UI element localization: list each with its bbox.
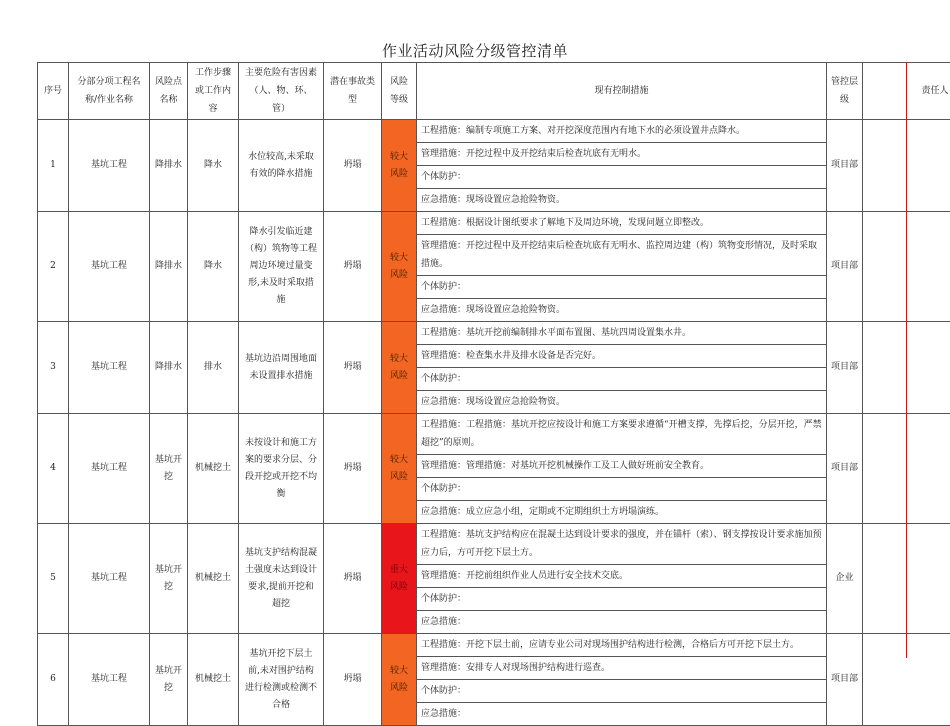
cell-seq: 2: [38, 212, 69, 322]
cell-work-step: 降水: [188, 120, 239, 212]
cell-control-measure: 个体防护：: [417, 680, 827, 703]
cell-control-measure: 管理措施：开挖前组织作业人员进行安全技术交底。: [417, 565, 827, 588]
cell-control-measure: 工程措施：编制专项施工方案、对开挖深度范围内有地下水的必须设置井点降水。: [417, 120, 827, 143]
cell-risk-point: 降排水: [150, 120, 188, 212]
cell-risk-point: 降排水: [150, 322, 188, 414]
cell-accident-type: 坍塌: [324, 414, 382, 524]
cell-project: 基坑工程: [69, 120, 150, 212]
cell-hazard-factors: 基坑边沿周围地面未设置排水措施: [239, 322, 324, 414]
cell-risk-level: 重大风险: [382, 524, 417, 634]
cell-control-measure: 个体防护：: [417, 276, 827, 299]
cell-work-step: 机械挖土: [188, 524, 239, 634]
header-point: 风险点名称: [150, 63, 188, 120]
cell-control-measure: 个体防护：: [417, 478, 827, 501]
header-project: 分部分项工程名称/作业名称: [69, 63, 150, 120]
cell-control-measure: 管理措施：检查集水井及排水设备是否完好。: [417, 345, 827, 368]
cell-control-measure: 管理措施：开挖过程中及开挖结束后检查坑底有无明水。: [417, 143, 827, 166]
cell-seq: 5: [38, 524, 69, 634]
cell-work-step: 机械挖土: [188, 414, 239, 524]
cell-control-level: 项目部: [827, 634, 863, 726]
cell-risk-point: 基坑开挖: [150, 414, 188, 524]
header-owner: 责任人: [863, 63, 950, 120]
table-row: [38, 120, 950, 143]
cell-accident-type: 坍塌: [324, 120, 382, 212]
cell-control-measure: 管理措施：管理措施：对基坑开挖机械操作工及工人做好班前安全教育。: [417, 455, 827, 478]
cell-control-level: 项目部: [827, 212, 863, 322]
cell-control-measure: 工程措施：基坑开挖前编制排水平面布置图、基坑四周设置集水井。: [417, 322, 827, 345]
cell-project: 基坑工程: [69, 414, 150, 524]
risk-control-table: [37, 62, 950, 726]
cell-control-level: 项目部: [827, 120, 863, 212]
table-row: [38, 414, 950, 455]
header-control: 管控层级: [827, 63, 863, 120]
header-row: [38, 63, 950, 120]
table-row: [38, 212, 950, 235]
cell-hazard-factors: 未按设计和施工方案的要求分层、分段开挖或开挖不均衡: [239, 414, 324, 524]
page-title: 作业活动风险分级管控清单: [0, 40, 950, 61]
cell-work-step: 排水: [188, 322, 239, 414]
cell-accident-type: 坍塌: [324, 524, 382, 634]
cell-accident-type: 坍塌: [324, 634, 382, 726]
cell-control-measure: 应急措施：成立应急小组，定期或不定期组织土方坍塌演练。: [417, 501, 827, 524]
cell-hazard-factors: 降水引发临近建（构）筑物等工程周边环境过量变形,未及时采取措施: [239, 212, 324, 322]
cell-project: 基坑工程: [69, 634, 150, 726]
table-row: [38, 322, 950, 345]
cell-work-step: 降水: [188, 212, 239, 322]
cell-seq: 6: [38, 634, 69, 726]
cell-risk-point: 基坑开挖: [150, 634, 188, 726]
table-right-border: [906, 62, 907, 658]
cell-project: 基坑工程: [69, 212, 150, 322]
cell-risk-point: 基坑开挖: [150, 524, 188, 634]
cell-accident-type: 坍塌: [324, 322, 382, 414]
cell-control-measure: 应急措施：现场设置应急抢险物资。: [417, 299, 827, 322]
cell-seq: 1: [38, 120, 69, 212]
cell-work-step: 机械挖土: [188, 634, 239, 726]
cell-control-measure: 管理措施：安排专人对现场围护结构进行巡查。: [417, 657, 827, 680]
cell-risk-level: 较大风险: [382, 322, 417, 414]
cell-control-level: 项目部: [827, 414, 863, 524]
header-level: 风险等级: [382, 63, 417, 120]
cell-control-measure: 个体防护：: [417, 166, 827, 189]
cell-seq: 3: [38, 322, 69, 414]
cell-hazard-factors: 基坑开挖下层土前,未对围护结构进行检测或检测不合格: [239, 634, 324, 726]
cell-control-measure: 工程措施：工程措施：基坑开挖应按设计和施工方案要求遵循“开槽支撑，先撑后挖，分层开挖，严禁超挖”的原则。: [417, 414, 827, 455]
header-accident: 潜在事故类型: [324, 63, 382, 120]
cell-control-measure: 应急措施：现场设置应急抢险物资。: [417, 189, 827, 212]
table-row: [38, 524, 950, 565]
cell-control-measure: 个体防护：: [417, 588, 827, 611]
cell-hazard-factors: 水位较高,未采取有效的降水措施: [239, 120, 324, 212]
table-row: [38, 634, 950, 657]
cell-project: 基坑工程: [69, 322, 150, 414]
cell-control-measure: 应急措施：: [417, 611, 827, 634]
cell-control-level: 项目部: [827, 322, 863, 414]
cell-hazard-factors: 基坑支护结构混凝土强度未达到设计要求,提前开挖和超挖: [239, 524, 324, 634]
cell-control-measure: 工程措施：基坑支护结构应在混凝土达到设计要求的强度，并在锚杆（索）、钢支撑按设计要求施加预应力后，方可开挖下层土方。: [417, 524, 827, 565]
cell-control-measure: 应急措施：现场设置应急抢险物资。: [417, 391, 827, 414]
header-factors: 主要危险有害因素（人、物、环、管）: [239, 63, 324, 120]
cell-risk-level: 较大风险: [382, 414, 417, 524]
header-measures: 现有控制措施: [417, 63, 827, 120]
cell-risk-level: 较大风险: [382, 212, 417, 322]
cell-risk-level: 较大风险: [382, 120, 417, 212]
cell-control-measure: 管理措施：开挖过程中及开挖结束后检查坑底有无明水、监控周边建（构）筑物变形情况，及时采取措施。: [417, 235, 827, 276]
cell-risk-level: 较大风险: [382, 634, 417, 726]
cell-control-measure: 工程措施：开挖下层土前，应请专业公司对现场围护结构进行检测，合格后方可开挖下层土方。: [417, 634, 827, 657]
cell-control-measure: 个体防护：: [417, 368, 827, 391]
cell-risk-point: 降排水: [150, 212, 188, 322]
cell-control-level: 企业: [827, 524, 863, 634]
cell-control-measure: 应急措施：: [417, 703, 827, 726]
cell-control-measure: 工程措施：根据设计图纸要求了解地下及周边环境，发现问题立即整改。: [417, 212, 827, 235]
header-step: 工作步骤或工作内容: [188, 63, 239, 120]
cell-accident-type: 坍塌: [324, 212, 382, 322]
cell-project: 基坑工程: [69, 524, 150, 634]
header-seq: 序号: [38, 63, 69, 120]
cell-seq: 4: [38, 414, 69, 524]
